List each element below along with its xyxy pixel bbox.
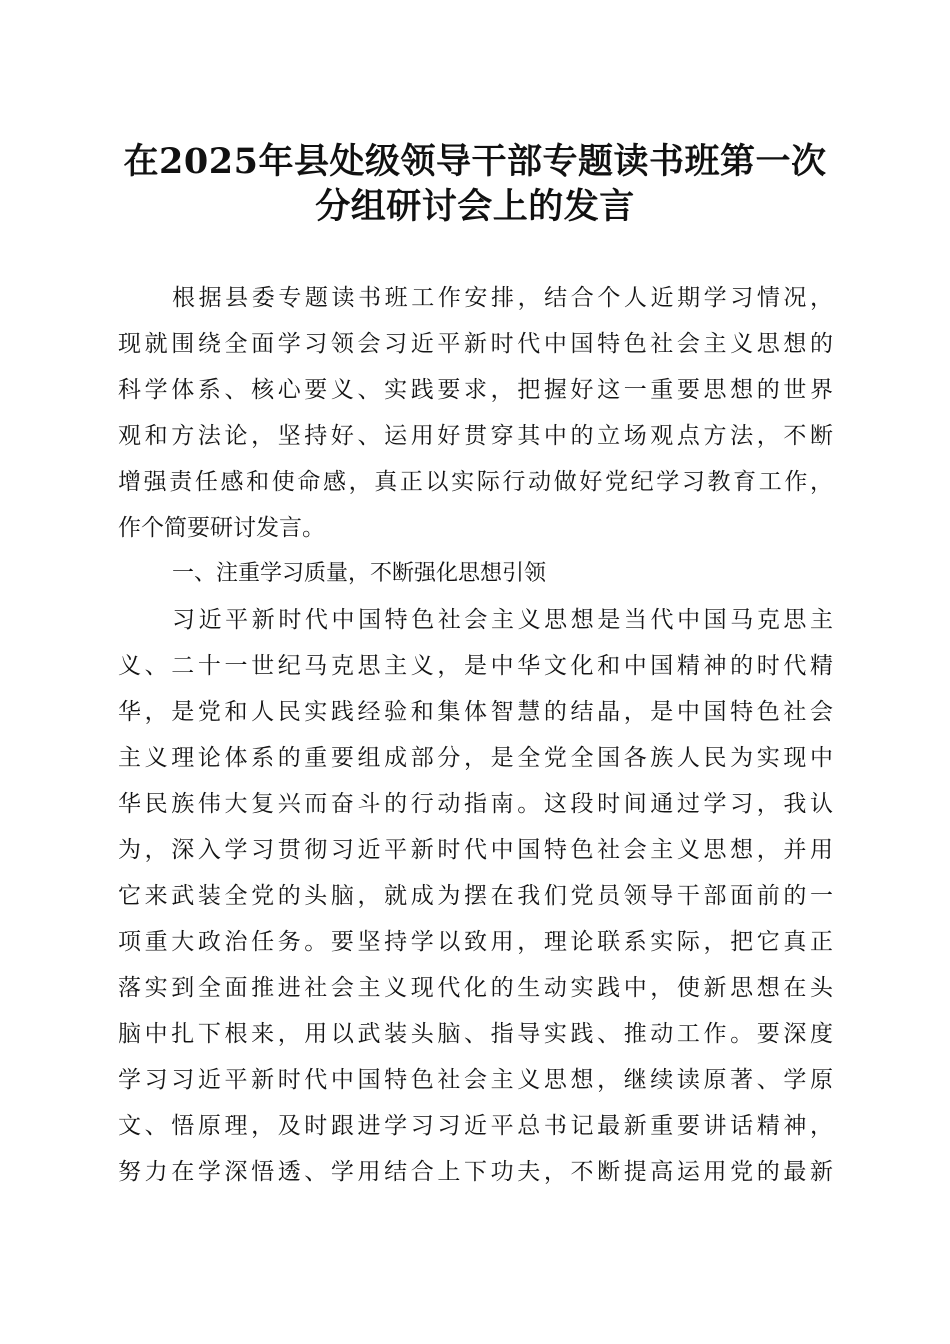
intro-line: 现就围绕全面学习领会习近平新时代中国特色社会主义思想的 [118, 331, 833, 357]
body-line: 它来武装全党的头脑，就成为摆在我们党员领导干部面前的一 [118, 883, 833, 909]
body-line: 习近平新时代中国特色社会主义思想是当代中国马克思主 [172, 607, 833, 633]
intro-line: 增强责任感和使命感，真正以实际行动做好党纪学习教育工作， [118, 469, 833, 495]
document-title-line-2: 分组研讨会上的发言 [315, 186, 635, 227]
body-line: 努力在学深悟透、学用结合上下功夫，不断提高运用党的最新 [118, 1159, 833, 1185]
body-line: 项重大政治任务。要坚持学以致用，理论联系实际，把它真正 [118, 929, 833, 955]
body-line: 华，是党和人民实践经验和集体智慧的结晶，是中国特色社会 [118, 699, 833, 725]
intro-line: 科学体系、核心要义、实践要求，把握好这一重要思想的世界 [118, 377, 833, 403]
body-line: 学习习近平新时代中国特色社会主义思想，继续读原著、学原 [118, 1067, 833, 1093]
section-heading: 一、注重学习质量，不断强化思想引领 [172, 561, 547, 586]
body-line: 主义理论体系的重要组成部分，是全党全国各族人民为实现中 [118, 745, 833, 771]
intro-line: 观和方法论，坚持好、运用好贯穿其中的立场观点方法，不断 [118, 423, 833, 449]
body-line: 落实到全面推进社会主义现代化的生动实践中，使新思想在头 [118, 975, 833, 1001]
intro-line: 根据县委专题读书班工作安排，结合个人近期学习情况， [172, 285, 833, 311]
document-title-line-1: 在2025年县处级领导干部专题读书班第一次 [123, 141, 827, 182]
body-line: 文、悟原理，及时跟进学习习近平总书记最新重要讲话精神， [118, 1113, 833, 1139]
body-line: 脑中扎下根来，用以武装头脑、指导实践、推动工作。要深度 [118, 1021, 833, 1047]
body-line: 为，深入学习贯彻习近平新时代中国特色社会主义思想，并用 [118, 837, 833, 863]
intro-line: 作个简要研讨发言。 [118, 515, 325, 541]
body-line: 义、二十一世纪马克思主义，是中华文化和中国精神的时代精 [118, 653, 833, 679]
body-line: 华民族伟大复兴而奋斗的行动指南。这段时间通过学习，我认 [118, 791, 833, 817]
